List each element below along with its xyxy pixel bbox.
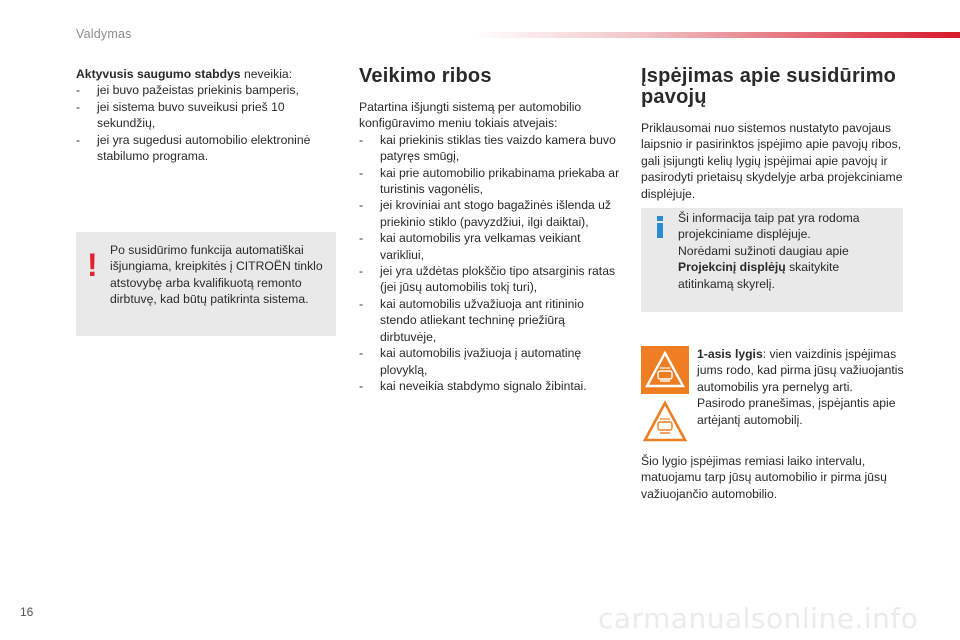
info-line2-rest: skaitykite atitinkamą skyrelį. — [678, 260, 840, 291]
list-item: - kai neveikia stabdymo signalo žibintai. — [359, 378, 621, 394]
warning-box — [76, 232, 336, 336]
intro-paragraph: Patartina išjungti sistemą per automobilio konfigūravimo meniu tokiais atvejais: — [359, 100, 582, 131]
list-item: - jei kroviniai ant stogo bagažinės išlenda už priekinio stiklo (pavyzdžiui, ilgi daiktai), — [359, 197, 621, 230]
info-line2 — [678, 243, 894, 292]
info-text — [678, 210, 894, 292]
list-item: - kai automobilis yra velkamas veikiant varikliui, — [359, 230, 621, 263]
collision-warning-outline-icon — [641, 400, 689, 444]
info-line1: Ši informacija taip pat yra rodoma projekciniame displėjuje. — [678, 211, 860, 242]
intro-rest: neveikia: — [240, 67, 293, 81]
list-item: - kai automobilis užvažiuoja ant ritininio stendo atliekant techninę priežiūrą dirbtuvėje, — [359, 296, 621, 345]
bottom-paragraph: Šio lygio įspėjimas remiasi laiko intervalu, matuojamu tarp jūsų automobilio ir pirma jūsų važiuojančio automobilio. — [641, 454, 887, 501]
warning-text: Po susidūrimo funkcija automatiškai išjungiama, kreipkitės į CITROËN tinklo atstovybę arba kvalifikuotą remonto dirbtuvę, kad būtų patikrinta sistema. — [110, 243, 323, 307]
list-item: - jei sistema buvo suveikusi prieš 10 sekundžių, — [76, 99, 338, 132]
intro-bold: Aktyvusis saugumo stabdys — [76, 67, 241, 81]
header-gradient-bar — [470, 32, 960, 38]
watermark: carmanualsonline.info — [598, 602, 919, 635]
list-item: - kai prie automobilio prikabinama priekaba ar turistinis vagonėlis, — [359, 165, 621, 198]
level-text: : vien vaizdinis įspėjimas jums rodo, kad pirma jūsų važiuojantis automobilis yra pernelyg arti. — [697, 347, 904, 394]
section-heading: Veikimo ribos — [359, 65, 492, 87]
level-icons — [641, 346, 689, 442]
intro-paragraph: Priklausomai nuo sistemos nustatyto pavojaus laipsnio ir pasirinktos įspėjimo apie pavojų ribos, gali įsijungti kelių lygių įspėjimai apie pavojų ir pasirodyti prietaisų skydelyje arba projekciniame displėjuje. — [641, 121, 903, 201]
level-line1 — [697, 346, 907, 395]
info-line2-start: Norėdami sužinoti daugiau apie — [678, 243, 849, 258]
level-line2: Pasirodo pranešimas, įspėjantis apie artėjantį automobilį. — [697, 396, 896, 427]
column-middle — [359, 66, 621, 394]
level-bold: 1-asis lygis — [697, 347, 763, 361]
info-box — [641, 208, 903, 312]
list-item: - kai automobilis įvažiuoja į automatinę plovyklą, — [359, 345, 621, 378]
limits-list — [359, 132, 621, 395]
exclamation-icon: ! — [87, 247, 98, 283]
level-description — [697, 346, 907, 428]
section-heading — [641, 66, 903, 108]
intro-paragraph — [76, 66, 338, 82]
list-item: - kai priekinis stiklas ties vaizdo kamera buvo patyręs smūgį, — [359, 132, 621, 165]
column-right — [641, 66, 903, 202]
heading-line2: pavojų — [641, 86, 707, 108]
section-title: Valdymas — [76, 27, 132, 41]
limitations-list — [76, 82, 338, 164]
column-left — [76, 66, 338, 164]
heading-line1: Įspėjimas apie susidūrimo — [641, 65, 897, 87]
list-item: - jei yra sugedusi automobilio elektroninė stabilumo programa. — [76, 132, 338, 165]
collision-warning-filled-icon — [641, 346, 689, 394]
page-number: 16 — [20, 605, 34, 619]
info-line2-bold: Projekcinį displėjų — [678, 260, 786, 275]
info-icon — [654, 216, 666, 238]
list-item: - jei yra uždėtas plokščio tipo atsarginis ratas (jei jūsų automobilis tokį turi), — [359, 263, 621, 296]
list-item: - jei buvo pažeistas priekinis bamperis, — [76, 82, 338, 98]
